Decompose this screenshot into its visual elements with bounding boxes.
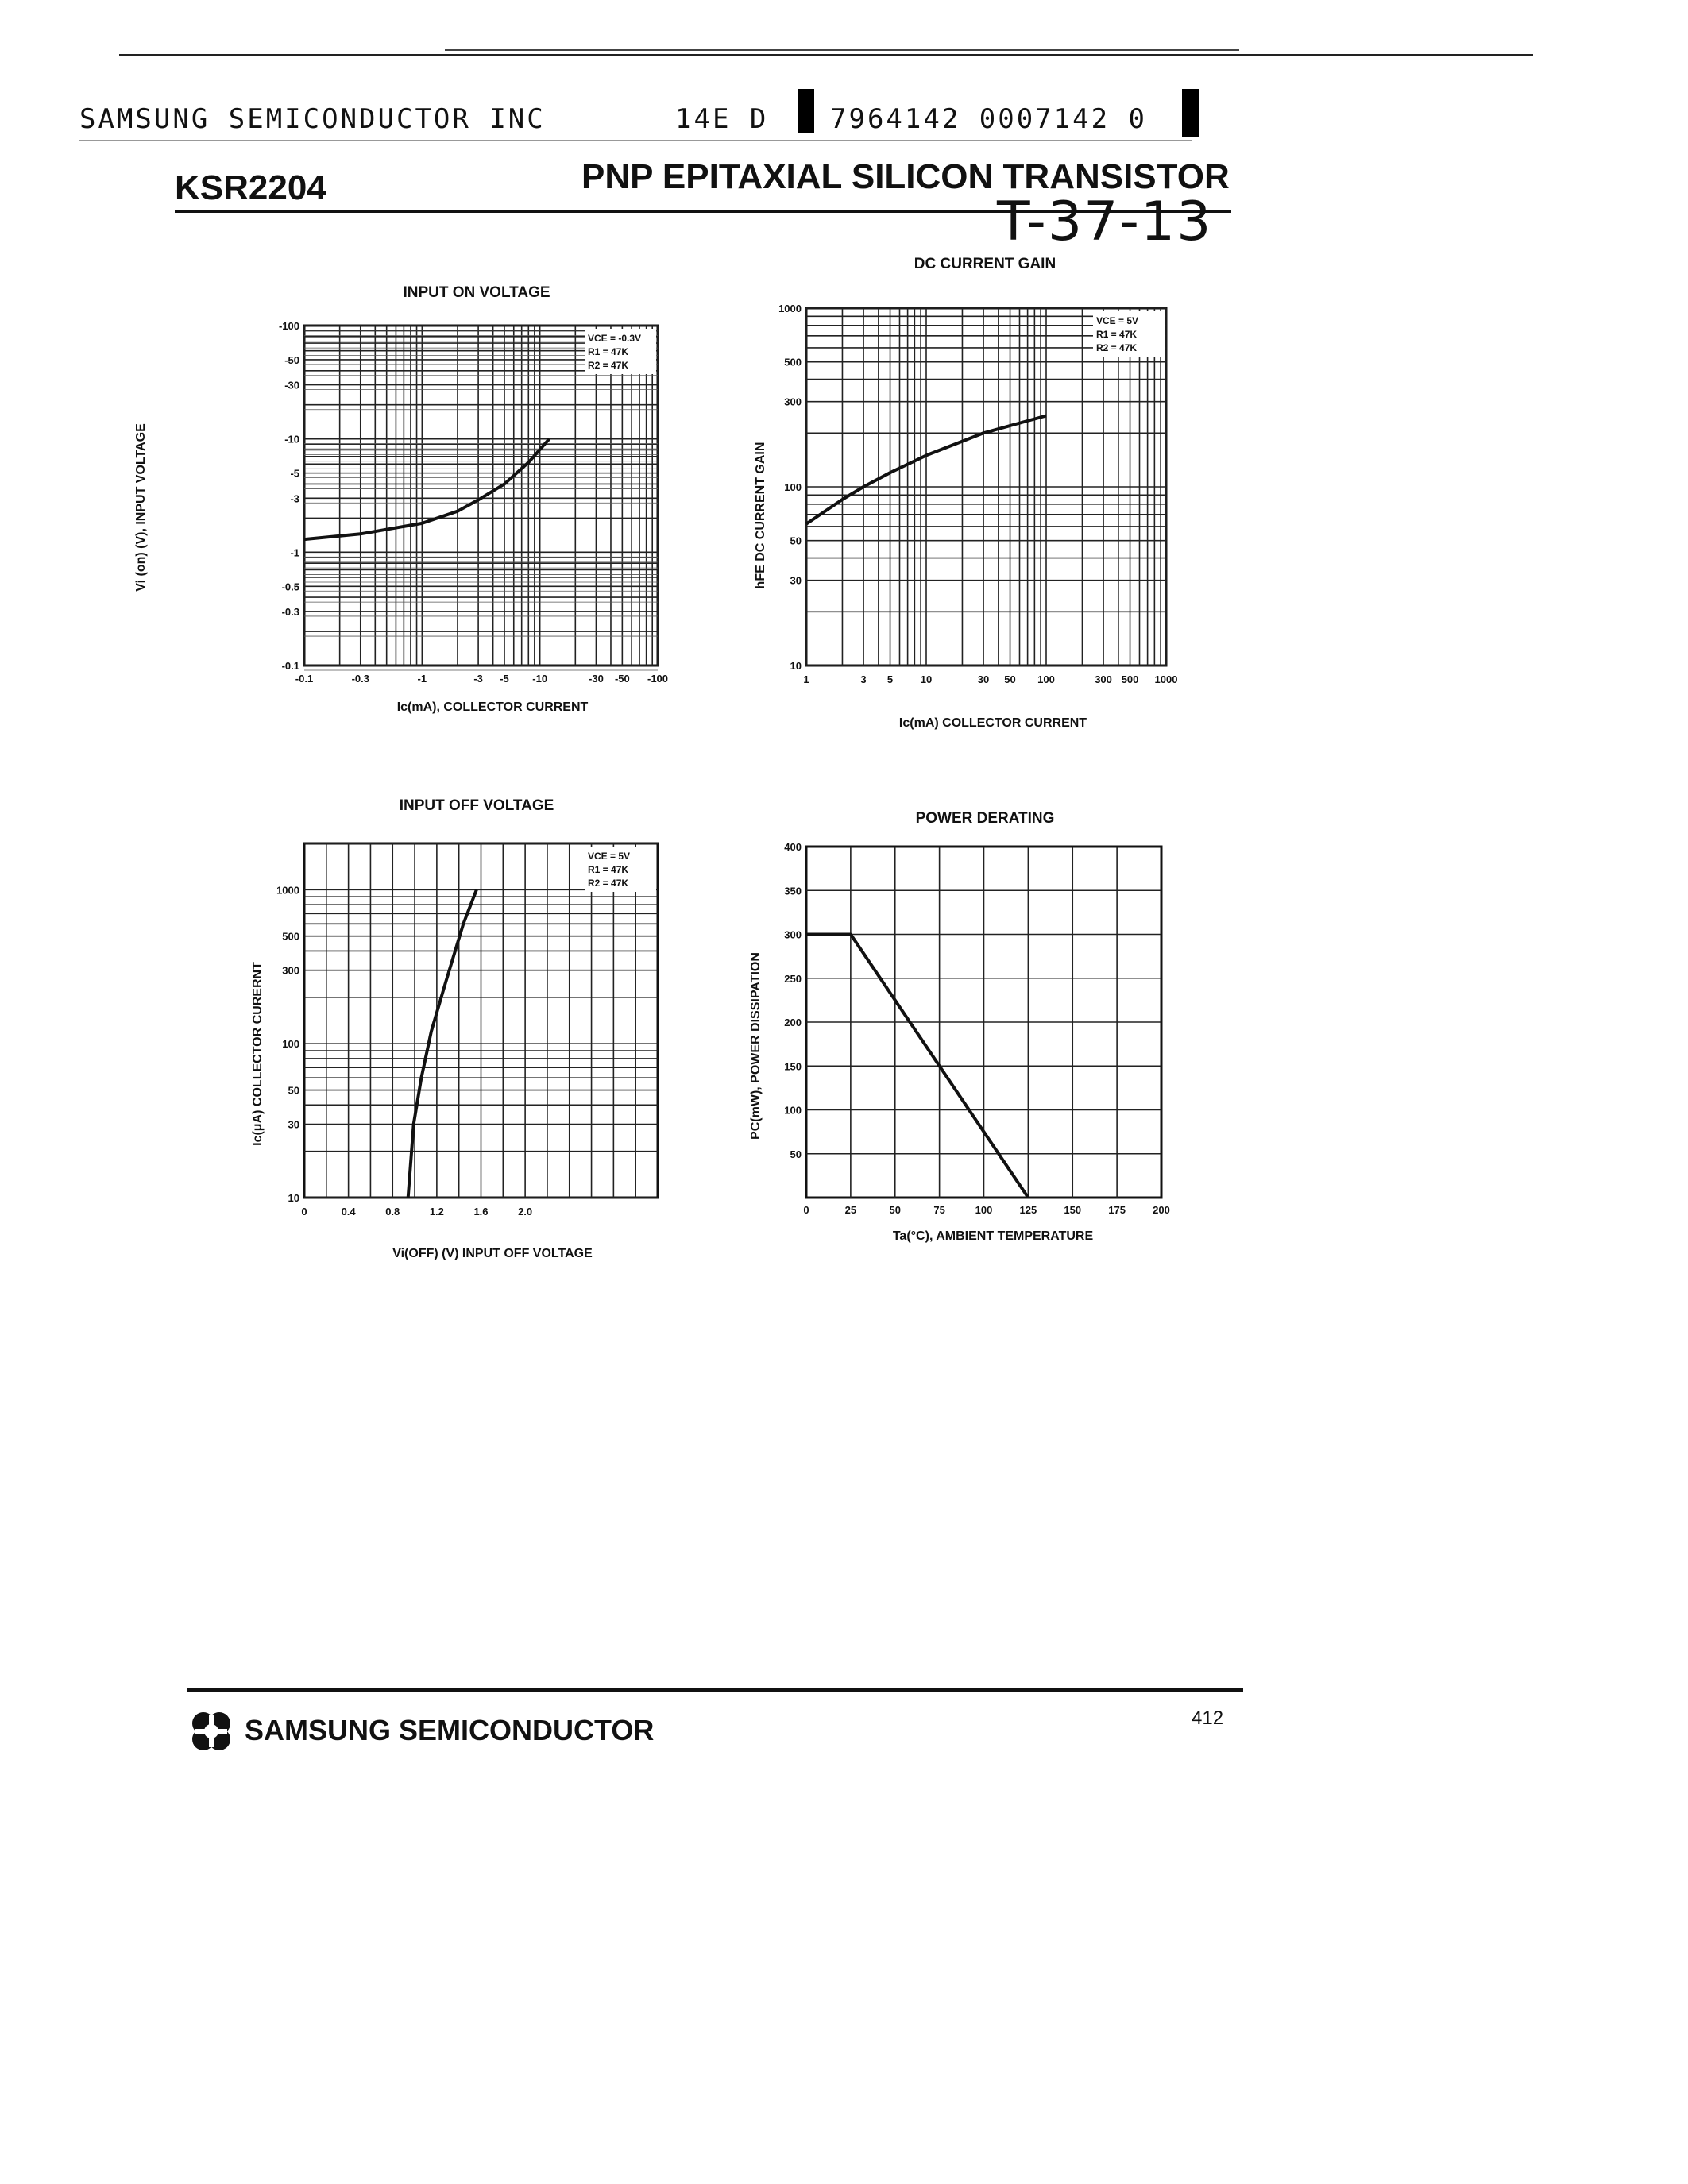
- x-tick-label: 75: [933, 1204, 945, 1216]
- x-tick-label: 1.6: [473, 1206, 489, 1217]
- y-tick-label: 30: [790, 574, 802, 587]
- x-tick-label: -10: [532, 673, 548, 685]
- y-tick-label: 300: [784, 928, 802, 941]
- y-tick-label: 1000: [778, 303, 802, 314]
- x-tick-label: 1000: [1154, 673, 1178, 685]
- x-tick-label: -30: [589, 673, 604, 685]
- chart4-title: POWER DERATING: [915, 810, 1055, 827]
- y-tick-label: -0.1: [281, 660, 299, 672]
- y-tick-label: 500: [282, 930, 299, 943]
- x-tick-label: 500: [1121, 673, 1139, 685]
- y-tick-label: 150: [784, 1060, 802, 1073]
- chart2-xlabel: Ic(mA) COLLECTOR CURRENT: [898, 716, 1087, 730]
- legend-entry: VCE = 5V: [1096, 315, 1139, 326]
- x-tick-label: -1: [417, 673, 427, 685]
- x-tick-label: 1: [803, 673, 809, 685]
- x-tick-label: 175: [1108, 1204, 1126, 1216]
- chart2-ylabel: hFE DC CURRENT GAIN: [754, 442, 767, 589]
- x-tick-label: 1.2: [429, 1206, 444, 1217]
- y-tick-label: -10: [284, 433, 299, 446]
- x-tick-label: 125: [1019, 1204, 1037, 1216]
- x-tick-label: 30: [977, 673, 990, 685]
- x-tick-label: -100: [647, 673, 669, 685]
- x-tick-label: 0: [301, 1206, 307, 1217]
- y-tick-label: 250: [784, 972, 802, 985]
- legend-entry: VCE = -0.3V: [588, 333, 642, 344]
- x-tick-label: 2.0: [518, 1206, 533, 1217]
- y-tick-label: 10: [288, 1192, 299, 1204]
- barcode-text: 7964142 0007142 0: [830, 103, 1147, 135]
- chart3-xlabel: Vi(OFF) (V) INPUT OFF VOLTAGE: [392, 1247, 593, 1260]
- chart1-title: INPUT ON VOLTAGE: [403, 284, 550, 301]
- legend-entry: R1 = 47K: [1096, 329, 1138, 340]
- y-tick-label: 100: [784, 1104, 802, 1117]
- y-tick-label: 1000: [276, 884, 299, 897]
- legend-entry: VCE = 5V: [588, 851, 631, 862]
- legend-entry: R2 = 47K: [588, 878, 629, 889]
- x-tick-label: -50: [614, 673, 630, 685]
- y-tick-label: -50: [284, 353, 299, 366]
- x-tick-label: -0.3: [351, 673, 369, 685]
- chart4-ylabel: PC(mW), POWER DISSIPATION: [749, 952, 763, 1140]
- x-tick-label: 100: [1037, 673, 1055, 685]
- y-tick-label: 300: [282, 964, 299, 977]
- x-tick-label: 0.8: [385, 1206, 400, 1217]
- x-tick-label: -3: [473, 673, 483, 685]
- legend-entry: R1 = 47K: [588, 346, 629, 357]
- x-tick-label: 50: [1004, 673, 1016, 685]
- legend-entry: R2 = 47K: [588, 360, 629, 371]
- x-tick-label: 100: [975, 1204, 993, 1216]
- y-tick-label: -3: [290, 492, 299, 505]
- y-tick-label: -30: [284, 379, 299, 392]
- x-tick-label: 300: [1095, 673, 1112, 685]
- code-header: 14E D: [675, 103, 769, 135]
- x-tick-label: 150: [1064, 1204, 1082, 1216]
- chart1-xlabel: Ic(mA), COLLECTOR CURRENT: [396, 700, 589, 714]
- x-tick-label: 50: [889, 1204, 901, 1216]
- y-tick-label: -0.3: [281, 605, 299, 618]
- chart3-ylabel: Ic(μA) COLLECTOR CURERNT: [251, 962, 265, 1146]
- y-tick-label: 50: [790, 534, 802, 547]
- x-tick-label: 0: [803, 1204, 809, 1216]
- y-tick-label: 300: [784, 396, 802, 408]
- y-tick-label: 50: [790, 1148, 802, 1160]
- page-number: 412: [1192, 1707, 1224, 1729]
- x-tick-label: 3: [860, 673, 867, 685]
- y-tick-label: 10: [790, 660, 802, 672]
- x-tick-label: 0.4: [341, 1206, 356, 1217]
- y-tick-label: 100: [784, 481, 802, 493]
- legend-entry: R2 = 47K: [1096, 342, 1138, 353]
- x-tick-label: -5: [500, 673, 509, 685]
- company-header: SAMSUNG SEMICONDUCTOR INC: [79, 103, 546, 135]
- x-tick-label: 5: [886, 673, 894, 685]
- part-number: KSR2204: [175, 168, 326, 207]
- y-tick-label: 50: [288, 1084, 299, 1097]
- handwritten-note: T-37-13: [997, 191, 1213, 253]
- legend-entry: R1 = 47K: [588, 864, 629, 875]
- chart1-ylabel: Vi (on) (V), INPUT VOLTAGE: [134, 423, 148, 592]
- y-tick-label: 400: [784, 841, 802, 853]
- y-tick-label: 500: [784, 356, 802, 369]
- document-title: PNP EPITAXIAL SILICON TRANSISTOR: [581, 157, 1230, 196]
- y-tick-label: -100: [278, 320, 299, 332]
- chart4-xlabel: Ta(°C), AMBIENT TEMPERATURE: [892, 1229, 1094, 1243]
- y-tick-label: 100: [282, 1038, 299, 1051]
- chart3-title: INPUT OFF VOLTAGE: [399, 797, 554, 814]
- x-tick-label: 25: [844, 1204, 857, 1216]
- y-tick-label: -1: [290, 546, 299, 559]
- footer-brand: SAMSUNG SEMICONDUCTOR: [245, 1714, 655, 1746]
- x-tick-label: 200: [1153, 1204, 1170, 1216]
- x-tick-label: 10: [920, 673, 933, 685]
- x-tick-label: -0.1: [295, 673, 314, 685]
- y-tick-label: -0.5: [281, 581, 299, 593]
- chart2-title: DC CURRENT GAIN: [914, 256, 1056, 272]
- y-tick-label: 350: [784, 885, 802, 897]
- y-tick-label: 200: [784, 1017, 802, 1028]
- samsung-logo-icon: [187, 1707, 235, 1755]
- y-tick-label: 30: [288, 1118, 299, 1131]
- y-tick-label: -5: [290, 467, 299, 480]
- footer-rule: [187, 1688, 1243, 1692]
